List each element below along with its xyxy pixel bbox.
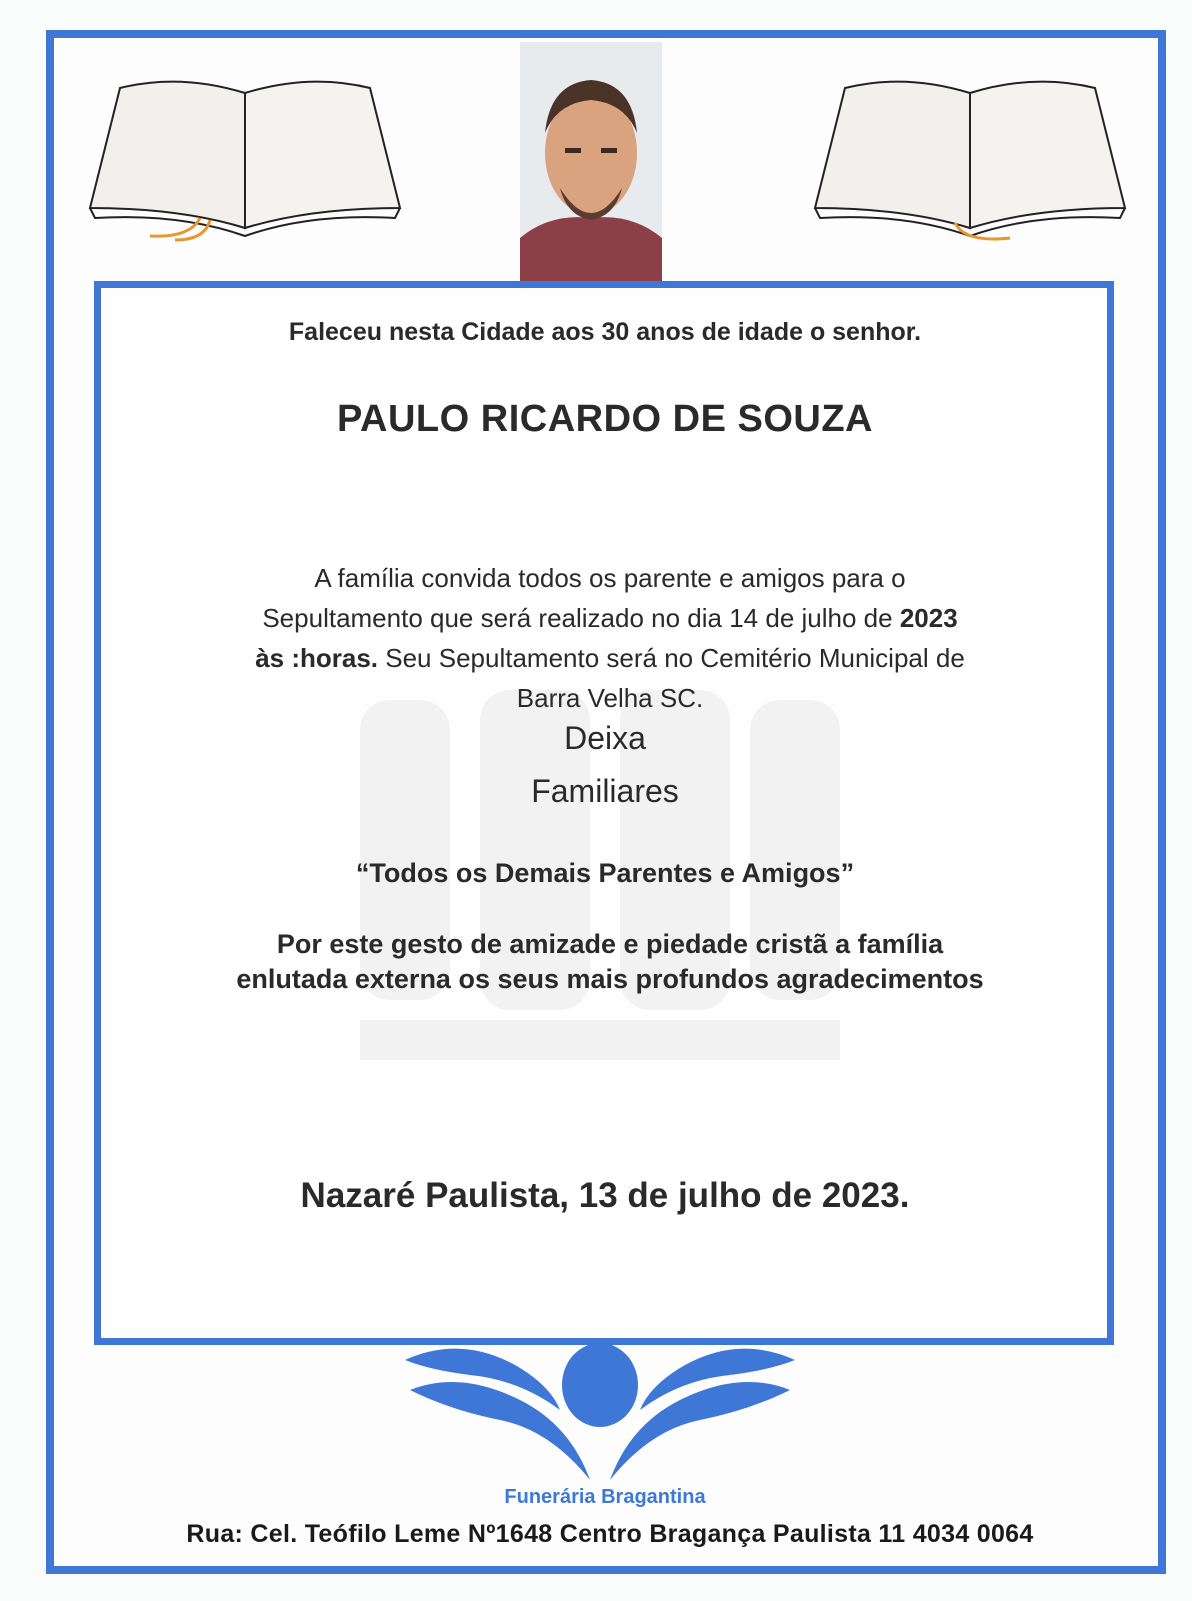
invite-line-3: às :horas. Seu Sepultamento será no Cemitério Municipal de [255, 643, 965, 673]
relatives-quote: “Todos os Demais Parentes e Amigos” [355, 858, 855, 888]
leaves-family: Familiares [531, 773, 679, 809]
invite-line-2: Sepultamento que será realizado no dia 14 de julho de 2023 [262, 603, 958, 633]
invite-line-4: Barra Velha SC. [516, 683, 704, 713]
deceased-photo [520, 38, 662, 281]
death-announcement-intro: Faleceu nesta Cidade aos 30 anos de idade o senhor. [288, 318, 922, 346]
funeral-home-address: Rua: Cel. Teófilo Leme Nº1648 Centro Bragança Paulista 11 4034 0064 [186, 1520, 1034, 1548]
thanks-line-2: enlutada externa os seus mais profundos agradecimentos [236, 964, 984, 994]
burial-invitation [185, 558, 1035, 718]
invite-line-1: A família convida todos os parente e amigos para o [314, 563, 906, 593]
funeral-home-logo-icon [400, 1330, 800, 1490]
leaves-label: Deixa [564, 720, 646, 756]
family-thanks [180, 927, 1040, 997]
place-and-date: Nazaré Paulista, 13 de julho de 2023. [300, 1176, 910, 1215]
thanks-line-1: Por este gesto de amizade e piedade cristã a família [276, 929, 944, 959]
funeral-home-name: Funerária Bragantina [504, 1486, 706, 1508]
deceased-name: PAULO RICARDO DE SOUZA [337, 398, 873, 440]
open-bible-icon [805, 68, 1135, 248]
open-bible-icon [80, 68, 410, 248]
